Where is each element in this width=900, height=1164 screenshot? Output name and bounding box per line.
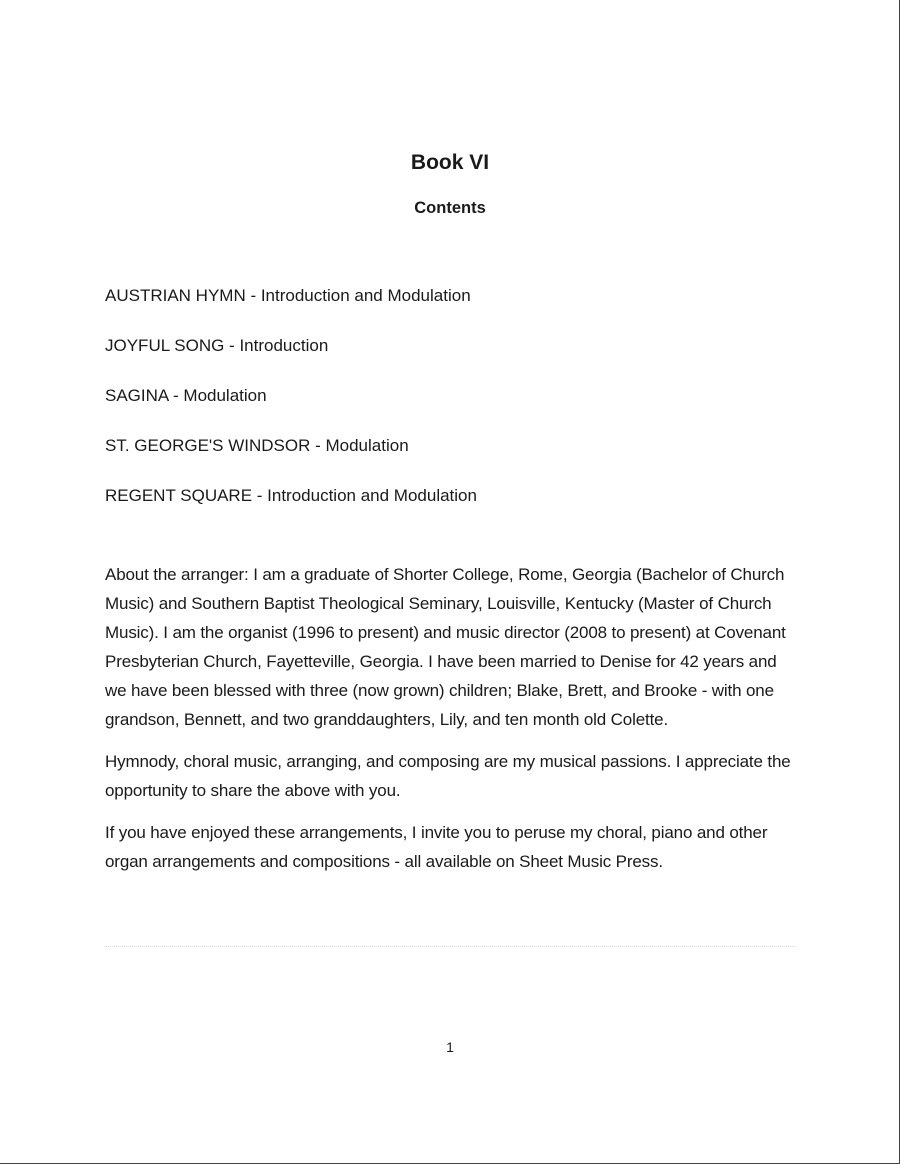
contents-item-regent-square: REGENT SQUARE - Introduction and Modulation xyxy=(105,486,477,505)
bio-paragraph-about: About the arranger: I am a graduate of Shorter College, Rome, Georgia (Bachelor of Church Music) and Southern Baptist Theological Seminary, Louisville, Kentucky (Master of Church Music). I am the organist (1996 to present) and music director (2008 to present) at Covenant Presbyterian Church, Fayetteville, Georgia. I have been married to Denise for 42 years and we have been blessed with three (now grown) children; Blake, Brett, and Brooke - with one grandson, Bennett, and two granddaughters, Lily, and ten month old Colette. xyxy=(105,565,786,729)
divider-line xyxy=(105,946,795,947)
contents-heading: Contents xyxy=(414,199,486,217)
book-title: Book VI xyxy=(410,151,490,174)
bio-paragraph-passions: Hymnody, choral music, arranging, and composing are my musical passions. I appreciate the opportunity to share the above with you. xyxy=(105,752,791,800)
contents-item-austrian-hymn: AUSTRIAN HYMN - Introduction and Modulation xyxy=(105,286,471,305)
contents-item-joyful-song: JOYFUL SONG - Introduction xyxy=(105,336,329,355)
contents-list xyxy=(105,285,477,535)
page-number: 1 xyxy=(446,1039,454,1055)
bio-paragraph-invitation: If you have enjoyed these arrangements, I invite you to peruse my choral, piano and other organ arrangements and compositions - all available on Sheet Music Press. xyxy=(105,823,768,871)
contents-item-sagina: SAGINA - Modulation xyxy=(105,386,267,405)
about-arranger-section xyxy=(105,560,795,889)
contents-item-st-georges-windsor: ST. GEORGE'S WINDSOR - Modulation xyxy=(105,436,409,455)
